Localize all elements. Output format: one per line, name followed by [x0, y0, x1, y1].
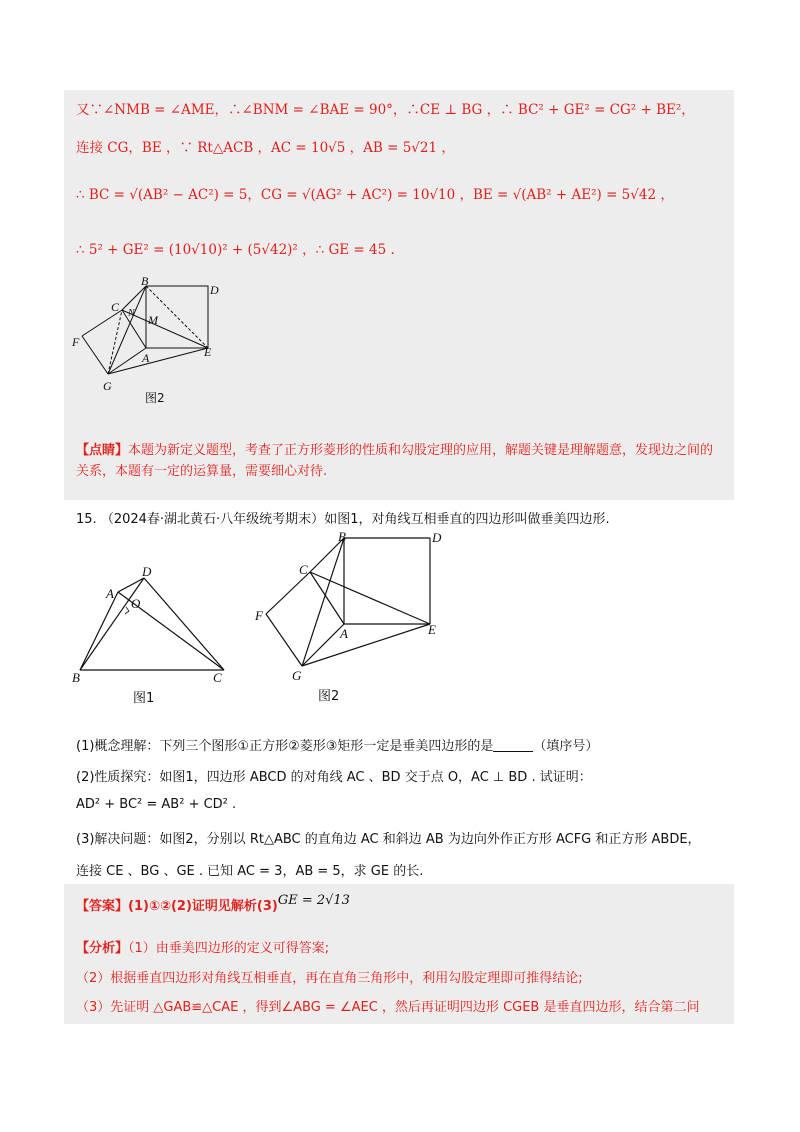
solution-line-1: 又∵∠NMB = ∠AME，∴∠BNM = ∠BAE = 90°，∴CE ⊥ BG ，∴ BC² + GE² = CG² + BE²，	[76, 102, 695, 118]
point-label: A	[142, 351, 150, 365]
point-label: G	[292, 668, 302, 683]
point-label: A	[106, 586, 114, 601]
point-label: C	[299, 562, 308, 577]
point-label: E	[204, 345, 212, 359]
point-label: O	[131, 596, 141, 611]
point-label: B	[141, 276, 149, 288]
solution-line-2: 连接 CG，BE ，∵ Rt△ACB ，AC = 10√5 ，AB = 5√21 ，	[76, 140, 455, 156]
point-label: C	[213, 670, 222, 685]
point-label: E	[428, 622, 436, 637]
point-label: B	[338, 529, 346, 544]
analysis-step-1: （1）由垂美四边形的定义可得答案;	[128, 941, 330, 956]
geometry-figure-1	[68, 562, 238, 710]
answer-formula: GE = 2√13	[277, 893, 350, 908]
question-2: (2)性质探究：如图1，四边形 ABCD 的对角线 AC 、BD 交于点 O，AC ⊥ BD . 试证明：	[76, 770, 592, 785]
solution-line-3: ∴ BC = √(AB² − AC²) = 5，CG = √(AG² + AC²) = 10√10 ，BE = √(AB² + AE²) = 5√42 ，	[76, 187, 674, 203]
dianjing-text: 本题为新定义题型，考查了正方形菱形的性质和勾股定理的应用，解题关键是理解题意，发现边之间的关系，本题有一定的运算量，需要细心对待.	[76, 443, 714, 479]
question-2-formula: AD² + BC² = AB² + CD² .	[76, 797, 237, 812]
question-1-text: (1)概念理解：下列三个图形①正方形②菱形③矩形一定是垂美四边形的是	[76, 739, 494, 754]
analysis-step-3: （3）先证明 △GAB≌△CAE ，得到∠ABG = ∠AEC ，然后再证明四边形 CGEB 是垂直四边形，结合第二问	[76, 1000, 700, 1015]
point-label: C	[111, 300, 120, 314]
point-label: D	[142, 564, 152, 579]
question-1	[76, 735, 598, 754]
point-label: F	[255, 608, 263, 623]
problem-stem-text: 如图1，对角线互相垂直的四边形叫做垂美四边形.	[324, 512, 610, 527]
point-label: D	[432, 530, 442, 545]
dianjing-note	[76, 440, 726, 482]
answer-tag: 【答案】	[76, 899, 129, 914]
dianjing-tag: 【点睛】	[76, 443, 129, 458]
point-label: D	[210, 283, 219, 297]
analysis-tag: 【分析】	[76, 941, 129, 956]
question-3: (3)解决问题：如图2，分别以 Rt△ABC 的直角边 AC 和斜边 AB 为边向外作正方形 ACFG 和正方形 ABDE，	[76, 832, 701, 847]
geometry-figure-top	[68, 276, 238, 411]
answer-line	[76, 893, 726, 917]
problem-number: 15.	[76, 512, 97, 527]
answer-text: (1)①②(2)证明见解析(3)	[128, 899, 278, 914]
answer-blank	[493, 739, 533, 752]
question-1-hint: （填序号）	[533, 739, 599, 754]
point-label: F	[72, 335, 80, 349]
problem-stem	[76, 508, 610, 527]
question-3-cont: 连接 CE 、BG 、GE . 已知 AC = 3，AB = 5，求 GE 的长.	[76, 864, 424, 879]
problem-source: （2024春·湖北黄石·八年级统考期末）	[100, 512, 325, 527]
analysis-step-2: （2）根据垂直四边形对角线互相垂直，再在直角三角形中，利用勾股定理即可推得结论;	[76, 971, 583, 986]
analysis-line-0	[76, 938, 726, 959]
figure-caption: 图2	[145, 391, 165, 405]
geometry-figure-2	[252, 528, 462, 708]
point-label: N	[128, 308, 135, 319]
point-label: B	[72, 670, 80, 685]
figure-1-caption: 图1	[133, 691, 155, 706]
solution-line-4: ∴ 5² + GE² = (10√10)² + (5√42)² ，∴ GE = 45 .	[76, 242, 395, 258]
point-label: A	[340, 626, 348, 641]
figure-2-caption: 图2	[318, 689, 340, 704]
point-label: G	[103, 379, 112, 393]
point-label: M	[148, 313, 158, 327]
